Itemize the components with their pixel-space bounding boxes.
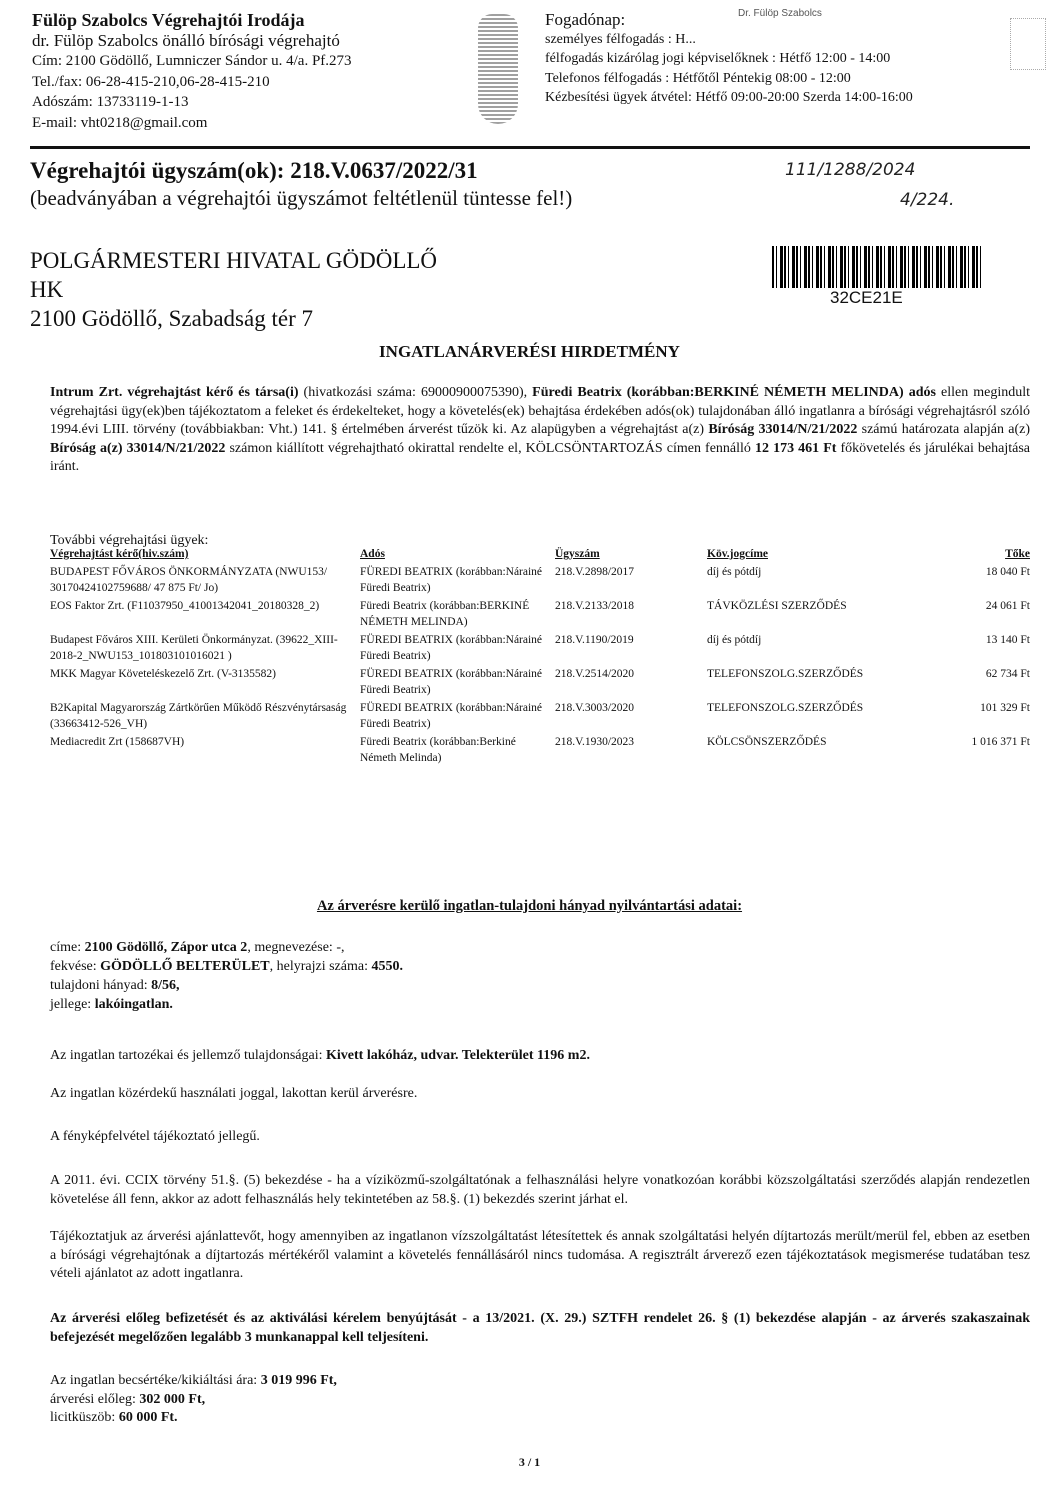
property-type: lakóingatlan. <box>94 997 173 1012</box>
principal-cell: 101 329 Ft <box>980 702 1030 714</box>
reception-line: Telefonos félfogadás : Hétfőtől Péntekig 08:00 - 12:00 <box>545 70 851 86</box>
office-name: Fülöp Szabolcs Végrehajtói Irodája <box>32 10 305 30</box>
label: címe: <box>50 940 85 955</box>
property-features: Kivett lakóház, udvar. Telekterület 1196 m2. <box>326 1048 590 1063</box>
debtor-cell: Füredi Beatrix (korábban:Berkiné Németh Melinda) <box>360 736 516 764</box>
intro-paragraph <box>50 384 1030 477</box>
auction-deposit: 302 000 Ft, <box>139 1391 206 1407</box>
reception-title: Fogadónap: <box>545 10 626 29</box>
table-row <box>50 632 1030 666</box>
office-email: E-mail: vht0218@gmail.com <box>32 114 208 131</box>
label: , helyrajzi száma: <box>269 959 372 974</box>
debtor-cell: FÜREDI BEATRIX (korábban:Nárainé Füredi Beatrix) <box>360 702 543 730</box>
table-row <box>50 700 1030 734</box>
property-lot: 4550. <box>371 959 403 974</box>
creditor-cell: B2Kapital Magyarország Zártkörűen Működő Részvénytársaság (33663412-526_VH) <box>50 702 347 730</box>
label: Az ingatlan becsértéke/kikiáltási ára: <box>50 1373 261 1388</box>
debtor-cell: FÜREDI BEATRIX (korábban:Nárainé Füredi Beatrix) <box>360 634 543 662</box>
property-location: GÖDÖLLŐ BELTERÜLET <box>100 959 270 974</box>
reception-hours <box>545 10 913 108</box>
creditor-cell: BUDAPEST FŐVÁROS ÖNKORMÁNYZATA (NWU153/ 30170424102759688/ 47 875 Ft/ Jo) <box>50 566 328 594</box>
reception-line: félfogadás kizárólag jogi képviselőknek : Hétfő 12:00 - 14:00 <box>545 51 891 66</box>
principal-cell: 1 016 371 Ft <box>971 736 1030 748</box>
label: jellege: <box>50 997 95 1012</box>
addressee-line: 2100 Gödöllő, Szabadság tér 7 <box>30 306 313 331</box>
principal-cell: 62 734 Ft <box>985 668 1030 680</box>
text: számú határozata alapján a(z) <box>857 422 1030 437</box>
debtor-cell: FÜREDI BEATRIX (korábban:Nárainé Füredi Beatrix) <box>360 668 543 696</box>
col-creditor: Végrehajtást kérő(hiv.szám) <box>50 548 189 560</box>
principal-cell: 13 140 Ft <box>985 634 1030 646</box>
court-ref: Bíróság a(z) 33014/N/21/2022 <box>50 440 226 456</box>
coat-of-arms-icon <box>478 14 518 124</box>
col-debtor: Adós <box>360 548 385 560</box>
creditor-cell: Mediacredit Zrt (158687VH) <box>50 736 185 748</box>
photo-note: A fényképfelvétel tájékoztató jellegű. <box>50 1129 260 1144</box>
case-number-block <box>30 158 572 211</box>
bid-step: 60 000 Ft. <box>118 1410 178 1425</box>
debtor-cell: FÜREDI BEATRIX (korábban:Nárainé Füredi Beatrix) <box>360 566 543 594</box>
title-cell: KÖLCSÖNSZERZŐDÉS <box>707 736 827 748</box>
label: fekvése: <box>50 959 101 974</box>
creditor-cell: MKK Magyar Követeléskezelő Zrt. (V-3135582) <box>50 668 277 680</box>
label: licitküszöb: <box>50 1410 119 1425</box>
creditor: Intrum Zrt. végrehajtást kérő és társa(i) <box>50 385 299 400</box>
property-heading: Az árverésre kerülő ingatlan-tulajdoni hányad nyilvántartási adatai: <box>316 898 743 914</box>
reception-line: Kézbesítési ügyek átvétel: Hétfő 09:00-20:00 Szerda 14:00-16:00 <box>545 90 913 105</box>
case-number: Végrehajtói ügyszám(ok): 218.V.0637/2022/31 <box>30 158 478 183</box>
text: számon kiállított végrehajtható okirattal rendelte el, KÖLCSÖNTARTOZÁS címen fennálló <box>225 440 755 456</box>
case-cell: 218.V.1930/2023 <box>555 736 635 748</box>
barcode-icon <box>772 246 982 288</box>
property-details <box>50 938 1030 1014</box>
price-details <box>50 1372 1030 1428</box>
title-cell: TELEFONSZOLG.SZERZŐDÉS <box>707 702 864 714</box>
title-cell: TELEFONSZOLG.SZERZŐDÉS <box>707 668 864 680</box>
col-principal: Tőke <box>1005 548 1030 560</box>
property-share: 8/56, <box>151 978 180 993</box>
addressee <box>30 246 437 333</box>
case-cell: 218.V.2514/2020 <box>555 668 635 680</box>
features <box>50 1047 1030 1066</box>
office-subtitle: dr. Fülöp Szabolcs önálló bírósági végrehajtó <box>32 30 340 50</box>
principal-cell: 24 061 Ft <box>985 600 1030 612</box>
other-cases-label: További végrehajtási ügyek: <box>50 533 209 548</box>
property-address: 2100 Gödöllő, Zápor utca 2 <box>84 940 248 955</box>
stamp-text: Dr. Fülöp Szabolcs <box>738 8 822 19</box>
table-row <box>50 598 1030 632</box>
handwritten-note-2: 4/224. <box>900 190 955 210</box>
barcode-text: 32CE21E <box>830 288 903 307</box>
handwritten-note: 111/1288/2024 <box>785 160 916 180</box>
debtor: Füredi Beatrix (korábban:BERKINÉ NÉMETH MELINDA) adós <box>532 385 936 400</box>
case-cell: 218.V.3003/2020 <box>555 702 635 714</box>
table-header <box>50 546 1030 564</box>
creditor-cell: Budapest Főváros XIII. Kerületi Önkormányzat. (39622_XIII-2018-2_NWU153_101803101016021 ) <box>50 634 338 662</box>
office-tax: Adószám: 13733119-1-13 <box>32 94 189 110</box>
divider <box>30 146 1030 149</box>
addressee-line: POLGÁRMESTERI HIVATAL GÖDÖLLŐ <box>30 248 438 273</box>
case-cell: 218.V.1190/2019 <box>555 634 634 646</box>
estimated-value: 3 019 996 Ft, <box>260 1373 337 1388</box>
text: (hivatkozási száma: 69000900075390), <box>298 385 533 400</box>
occupancy: Az ingatlan közérdekű használati joggal, lakottan kerül árverésre. <box>50 1086 418 1101</box>
office-header <box>32 10 352 133</box>
office-phone: Tel./fax: 06-28-415-210,06-28-415-210 <box>32 73 270 90</box>
document-title: INGATLANÁRVERÉSI HIRDETMÉNY <box>379 342 680 361</box>
label: tulajdoni hányad: <box>50 978 152 993</box>
title-cell: díj és pótdíj <box>707 566 762 578</box>
table-row <box>50 666 1030 700</box>
principal-cell: 18 040 Ft <box>985 566 1030 578</box>
addressee-line: HK <box>30 277 64 302</box>
col-case: Ügyszám <box>555 548 600 560</box>
page-number: 3 / 1 <box>518 1455 541 1469</box>
text: főkövetelés és járulékai behajtása iránt. <box>50 440 1030 474</box>
title-cell: TÁVKÖZLÉSI SZERZŐDÉS <box>707 600 847 612</box>
law-note: A 2011. évi. CCIX törvény 51.§. (5) bekezdése - ha a víziközmű-szolgáltatónak a felhasználási helyre vonatkozóan korábbi közszolgáltatási szerződés alapján rendezetlen követelése áll fenn, akkor az adott felhasználás hely tekintetében az 58.§. (1) bekezdés szerint járhat el. <box>50 1173 1030 1207</box>
info-note: Tájékoztatjuk az árverési ajánlattevőt, hogy amennyiben az ingatlanon vízszolgáltatást létesítettek és annak szolgáltatási helyén díjtartozás merült/merül fel, ebben az esetben a bírósági végrehajtónak a díjtartozás mértékéről valamint a követelés fennállásáról nincs tudomása. A regisztrált árverező ezen tájékoztatások megismerése tudatában tesz vételi ajánlatot az adott ingatlanra. <box>50 1229 1030 1281</box>
case-cell: 218.V.2133/2018 <box>555 600 635 612</box>
signature-icon <box>1010 18 1046 70</box>
label: Az ingatlan tartozékai és jellemző tulajdonságai: <box>50 1048 327 1063</box>
debtor-cell: Füredi Beatrix (korábban:BERKINÉ NÉMETH MELINDA) <box>360 600 530 628</box>
table-row <box>50 734 1030 768</box>
label: árverési előleg: <box>50 1391 140 1407</box>
col-title: Köv.jogcíme <box>707 548 768 560</box>
table-row <box>50 564 1030 598</box>
court-ref: Bíróság 33014/N/21/2022 <box>708 422 858 437</box>
case-hint: (beadványában a végrehajtói ügyszámot feltétlenül tüntesse fel!) <box>30 186 573 210</box>
reception-line: személyes félfogadás : H... <box>545 31 696 47</box>
other-cases-table <box>50 546 1030 768</box>
office-address: Cím: 2100 Gödöllő, Lumniczer Sándor u. 4/a. Pf.273 <box>32 53 352 69</box>
principal-amount: 12 173 461 Ft <box>754 440 837 456</box>
label: , megnevezése: -, <box>247 940 345 955</box>
case-cell: 218.V.2898/2017 <box>555 566 635 578</box>
text: ellen megindult végrehajtási ügy(ek)ben tájékoztatom a feleket és érdekelteket, hogy a követelés(ek) behajtása érdekében adós(ok) tulajdonában álló ingatlanra a bírósági végrehajtásról szóló 1994.évi LIII. törvény (továbbiakban: Vht.) 141. § értelmében árverést tűzök ki. Az alapügyben a végrehajtást a(z) <box>50 385 1031 437</box>
deposit-notice: Az árverési előleg befizetését és az aktiválási kérelem benyújtását - a 13/2021. (X. 29.) SZTFH rendelet 26. § (1) bekezdése alapján - az árverés szakaszainak befejezését megelőzően legalább 3 munkanappal kell teljesíteni. <box>50 1311 1030 1345</box>
title-cell: díj és pótdíj <box>707 634 762 646</box>
creditor-cell: EOS Faktor Zrt. (F11037950_41001342041_20180328_2) <box>50 600 320 612</box>
